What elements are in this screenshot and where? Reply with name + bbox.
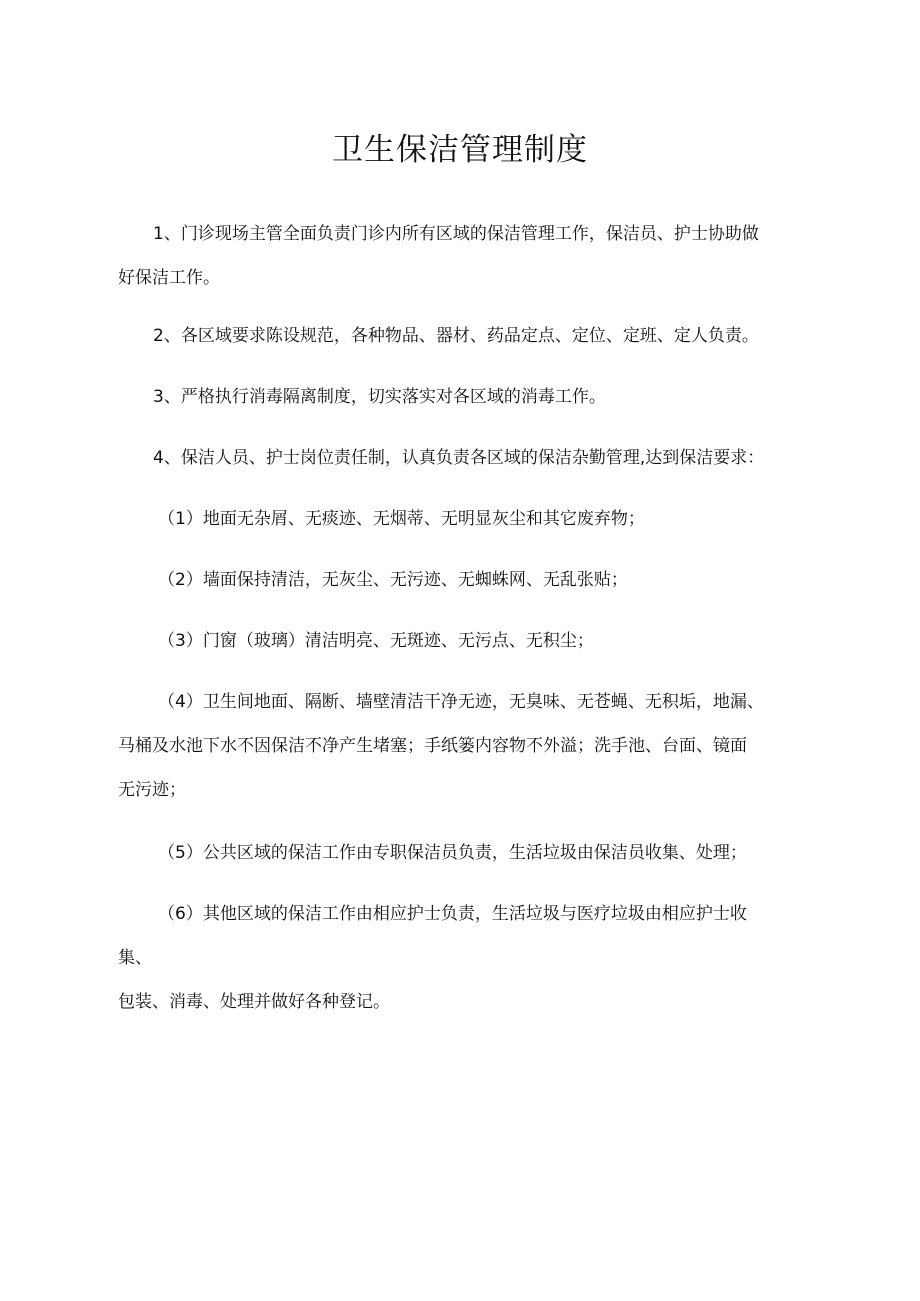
rule-sub-item-6-line-2: 集、 — [118, 948, 152, 968]
rule-sub-item-4-line-3: 无污迹； — [118, 780, 186, 800]
rule-item-3 — [118, 375, 818, 419]
rule-sub-item-4-line-2: 马桶及水池下水不因保洁不净产生堵塞；手纸篓内容物不外溢；洗手池、台面、镜面 — [118, 736, 747, 756]
rule-item-1 — [118, 212, 818, 300]
rule-item-2-line-1: 2、各区域要求陈设规范，各种物品、器材、药品定点、定位、定班、定人负责。 — [153, 326, 759, 346]
rule-sub-item-6-line-3: 包装、消毒、处理并做好各种登记。 — [118, 992, 390, 1012]
rule-sub-item-1 — [118, 497, 818, 541]
rule-item-4 — [118, 436, 818, 480]
rule-sub-item-1-line-1: （1）地面无杂屑、无痰迹、无烟蒂、无明显灰尘和其它废弃物； — [158, 509, 645, 529]
rule-sub-item-2-line-1: （2）墙面保持清洁，无灰尘、无污迹、无蜘蛛网、无乱张贴； — [158, 570, 628, 590]
rule-sub-item-3-line-1: （3）门窗（玻璃）清洁明亮、无斑迹、无污点、无积尘； — [158, 631, 594, 651]
rule-sub-item-6 — [118, 892, 818, 1024]
rule-sub-item-5-line-1: （5）公共区域的保洁工作由专职保洁员负责，生活垃圾由保洁员收集、处理； — [158, 843, 747, 863]
rule-item-1-line-2: 好保洁工作。 — [118, 268, 220, 288]
rule-sub-item-4-line-1: （4）卫生间地面、隔断、墙壁清洁干净无迹，无臭味、无苍蝇、无积垢，地漏、 — [158, 692, 764, 712]
rule-sub-item-2 — [118, 558, 818, 602]
rule-sub-item-6-line-1: （6）其他区域的保洁工作由相应护士负责，生活垃圾与医疗垃圾由相应护士收 — [158, 904, 747, 924]
rule-sub-item-3 — [118, 619, 818, 663]
rule-item-1-line-1: 1、门诊现场主管全面负责门诊内所有区域的保洁管理工作，保洁员、护士协助做 — [153, 224, 759, 244]
page-title: 卫生保洁管理制度 — [332, 132, 588, 168]
rule-item-3-line-1: 3、严格执行消毒隔离制度，切实落实对各区域的消毒工作。 — [153, 387, 606, 407]
rule-sub-item-4 — [118, 680, 818, 812]
rule-item-4-line-1: 4、保洁人员、护士岗位责任制，认真负责各区域的保洁杂勤管理,达到保洁要求： — [153, 448, 765, 468]
rule-sub-item-5 — [118, 831, 818, 875]
rule-item-2 — [118, 314, 818, 358]
